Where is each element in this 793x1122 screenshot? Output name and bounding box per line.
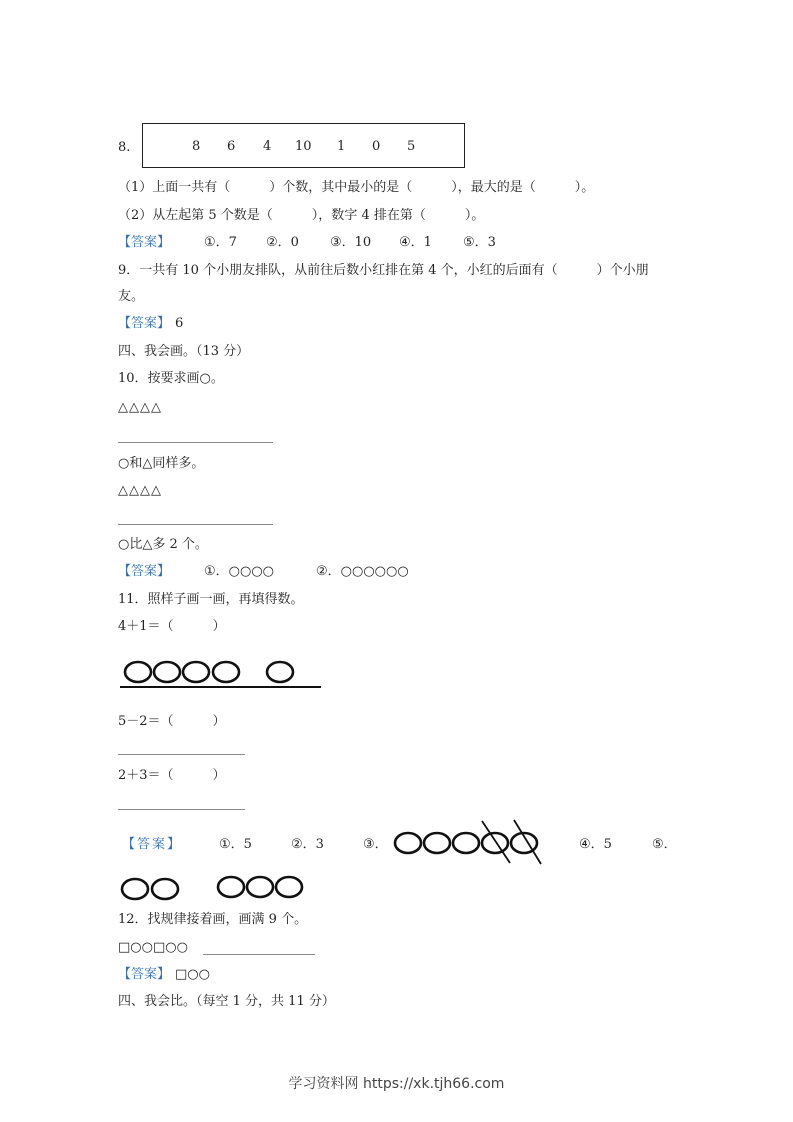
answer-item: ④．5 (579, 837, 612, 852)
answer-item: ⑤．3 (463, 235, 496, 250)
box-number: 10 (295, 139, 312, 154)
answer-value: 6 (175, 316, 184, 331)
q11-expr2: 5－2＝（ ） (118, 714, 226, 729)
answer-item: ④．1 (399, 235, 432, 250)
section-heading: 四、我会比。（每空 1 分，共 11 分） (118, 994, 335, 1009)
box-number: 8 (192, 139, 201, 154)
q9-line1: 9．一共有 10 个小朋友排队，从前往后数小红排在第 4 个，小红的后面有（ ）个小朋 (118, 263, 649, 278)
triangle-row: △△△△ (118, 483, 162, 498)
q11-title: 11．照样子画一画，再填得数。 (118, 592, 304, 607)
section-heading: 四、我会画。（13 分） (118, 344, 250, 359)
answer-item: ②．0 (266, 235, 299, 250)
answer-line (118, 754, 245, 755)
box-number: 6 (227, 139, 236, 154)
q9-line2: 友。 (118, 289, 145, 304)
q11-expr1: 4＋1＝（ ） (118, 619, 226, 634)
answer-line (203, 954, 315, 955)
pattern-row: □○○□○○ (118, 940, 188, 955)
answer-item: ①．○○○○ (204, 564, 275, 579)
box-number: 1 (337, 139, 346, 154)
answer-tag: 【答案】 (118, 316, 171, 331)
box-number: 4 (263, 139, 272, 154)
q11-expr3: 2＋3＝（ ） (118, 768, 226, 783)
answer-item: ①．5 (219, 837, 252, 852)
footer-site-link[interactable]: 学习资料网 https://xk.tjh66.com (288, 1076, 505, 1092)
q8-line1: （1）上面一共有（ ）个数，其中最小的是（ ），最大的是（ ）。 (118, 180, 595, 195)
triangle-row: △△△△ (118, 400, 162, 415)
answer-value: □○○ (175, 967, 210, 982)
answer-line (118, 524, 273, 525)
q8-line2: （2）从左起第 5 个数是（ ），数字 4 排在第（ ）。 (118, 208, 485, 223)
q10-title: 10．按要求画○。 (118, 371, 224, 386)
answer-tag: 【答案】 (118, 235, 171, 250)
answer-tag: 【答案】 (118, 564, 171, 579)
q10-caption1: ○和△同样多。 (118, 456, 205, 471)
answer-item: ③． (363, 837, 388, 852)
answer-item: ②．3 (291, 837, 324, 852)
answer-tag: 【答案】 (122, 837, 183, 852)
answer-item: ①．7 (204, 235, 237, 250)
box-number: 5 (407, 139, 416, 154)
crossed-circles-drawing (392, 818, 547, 866)
answer-line (118, 809, 245, 810)
q8-number: 8. (118, 140, 131, 155)
answer-tag: 【答案】 (118, 967, 171, 982)
q10-caption2: ○比△多 2 个。 (118, 537, 208, 552)
answer-line (118, 442, 273, 443)
answer-item: ⑤． (652, 837, 677, 852)
answer-item: ②．○○○○○○ (316, 564, 409, 579)
box-number: 0 (372, 139, 381, 154)
answer-item: ③．10 (330, 235, 372, 250)
example-circles-drawing (118, 655, 323, 691)
answer-circles-drawing (118, 873, 308, 903)
q12-title: 12．找规律接着画，画满 9 个。 (118, 912, 308, 927)
